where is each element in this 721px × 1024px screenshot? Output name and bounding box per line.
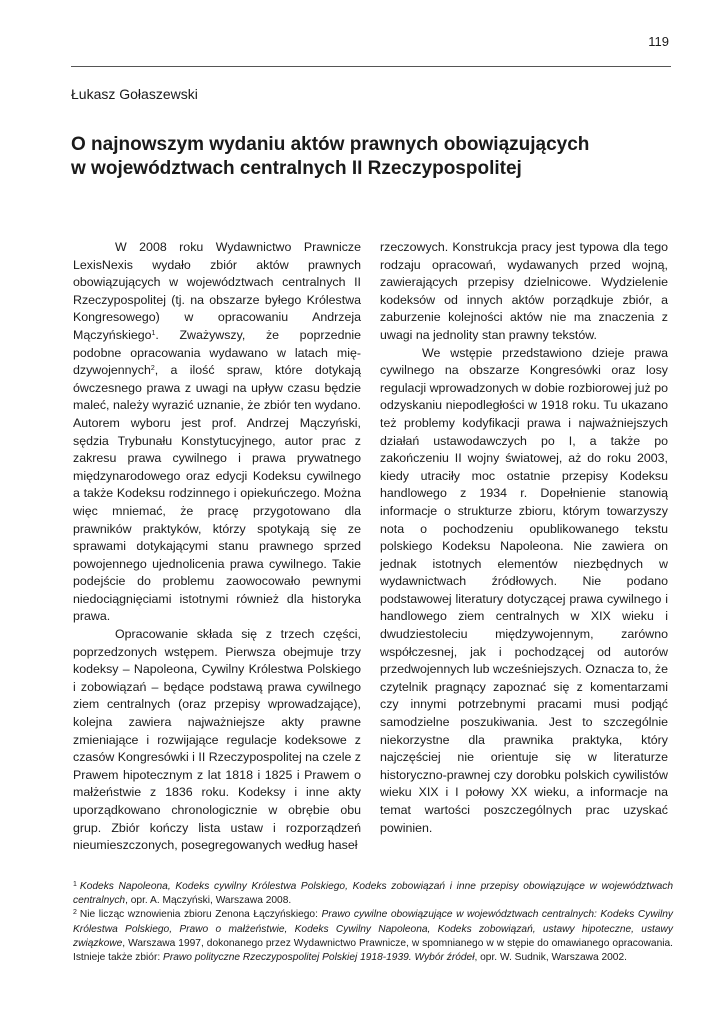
footnote-2-end: , opr. W. Sudnik, Warszawa 2002. bbox=[474, 952, 627, 964]
footnote-2-mid: , Warszawa 1997, dokonanego przez Wydawnictwo Prawnicze, w spomnianego w w stępie do omawianego opracowania. Istnieje także zbiór: bbox=[73, 937, 673, 964]
title-line-2: w województwach centralnych II Rzeczypospolitej bbox=[71, 158, 522, 179]
footnote-1-mark: 1 bbox=[73, 881, 77, 888]
header-rule bbox=[71, 66, 671, 67]
footnote-ref-1: 1 bbox=[151, 329, 156, 337]
footnote-1-title: Kodeks Napoleona, Kodeks cywilny Królestwa Polskiego, Kodeks zobowiązań i inne przepisy obowiązujące w województwach centralnych bbox=[73, 881, 673, 907]
footnote-1 bbox=[73, 880, 673, 908]
paragraph-1 bbox=[73, 239, 361, 626]
footnote-2-lead: Nie licząc wznowienia zbioru Zenona Łączyńskiego: bbox=[79, 909, 322, 921]
footnote-2 bbox=[73, 908, 673, 965]
paragraph-2-continued: rzeczowych. Konstrukcja pracy jest typowa dla tego rodzaju opracowań, wydawanych przed wojną, zawierających przepisy dzielnicowe. Wydzielenie kodeksów od innych aktów porządkuje zbiór, a zaburzenie kolejności aktów nie ma znaczenia z uwagi na jednolity stan prawny tekstów. bbox=[380, 240, 668, 342]
author-name: Łukasz Gołaszewski bbox=[71, 86, 198, 102]
footnote-2-mark: 2 bbox=[73, 909, 77, 917]
footnote-ref-2: 2 bbox=[150, 365, 155, 373]
footnote-2-title-2: Prawo polityczne Rzeczypospolitej Polskiej 1918-1939. Wybór źródeł bbox=[163, 952, 475, 964]
footnote-2-title-1: Prawo cywilne obowiązujące w województwach centralnych: Kodeks Cywilny Królestwa Polskiego, Prawo o małżeństwie, Kodeks Cywilny Napoleona, Kodeks zobowiązań, ustawy hipoteczne, ustawy związkowe bbox=[73, 909, 674, 949]
paragraph-1-part-c: , a ilość spraw, które dotykają ówczesnego prawa z uwagi na upływ czasu będzie maleć, należy wyrazić uznanie, że zbiór ten wydano. Autorem wyboru jest prof. Andrzej Mączyński, sędzia Trybunału Konstytucyjnego, autor prac z zakresu prawa cywilnego i prawa prywatnego międzynarodowego oraz edycji Kodeksu cywilnego a także Kodeksu rodzinnego i opiekuńczego. Można więc mniemać, że pracę przygotowano dla prawników praktyków, którzy spotykają się ze sprawami dotykającymi stanu prawnego sprzed powojennego ujednolicenia prawa cywilnego. Takie podejście do problemu zaowocowało pewnymi niedociągnięciami istotnymi również dla historyka prawa. bbox=[73, 363, 361, 624]
paragraph-1-part-b: . Zważywszy, że poprzednie podobne opracowania wydawano w latach międzywojennych bbox=[73, 327, 361, 378]
page-number: 119 bbox=[648, 34, 669, 49]
paragraph-3: We wstępie przedstawiono dzieje prawa cywilnego na obszarze Kongresówki oraz losy regulacji wprowadzonych w dobie rozbiorowej już po odzyskaniu niepodległości w 1918 roku. Tu ukazano też problemy kodyfikacji prawa i najważniejszych działań ustawodawczych po I, a także po zakończeniu II wojny światowej, aż do roku 2003, kiedy utraciły moc ostatnie przepisy Kodeksu handlowego z 1934 r. Dopełnienie stanowią informacje o strukturze zbioru, którym towarzyszy nota o pochodzeniu opublikowanego tekstu polskiego Kodeksu Napoleona. Nie zawiera on jednak istotnych elementów niezbędnych w wydawnictwach źródłowych. Nie podano podstawowej literatury dotyczącej prawa cywilnego i handlowego ziem centralnych w XIX wieku i dwudziestoleciu międzywojennym, zarówno współczesnej, jak i pochodzącej od autorów przedwojennych lub wcześniejszych. Oznacza to, że czytelnik pragnący zapoznać się z komentarzami czy innymi potrzebnymi pracami musi podjąć samodzielne poszukiwania. Jest to szczególnie niekorzystne dla prawnika praktyka, który najczęściej nie orientuje się w literaturze historyczno-prawnej czy dorobku polskich cywilistów wieku XIX i I połowy XX wieku, a informacje na temat wartości poszczególnych prac uzyskać powinien. bbox=[380, 345, 668, 835]
paragraph-2: Opracowanie składa się z trzech części, poprzedzonych wstępem. Pierwsza obejmuje trzy kodeksy – Napoleona, Cywilny Królestwa Polskiego i zobowiązań – będące podstawą prawa cywilnego ziem centralnych (oraz przepisy wprowadzające), kolejna zawiera najważniejsze akty prawne zmieniające i rozwijające regulacje kodeksowe z czasów Kongresówki i II Rzeczypospolitej na czele z Prawem hipotecznym z lat 1818 i 1825 i Prawem o małżeństwie z 1836 roku. Kodeksy i inne akty uporządkowano chronologicznie w obrębie obu grup. Zbiór kończy lista ustaw i rozporządzeń nieumieszczonych, posegregowanych według haseł bbox=[73, 627, 361, 853]
body-column-right bbox=[380, 239, 668, 837]
footnotes bbox=[73, 880, 673, 965]
footnote-1-rest: , opr. A. Mączyński, Warszawa 2008. bbox=[125, 895, 292, 907]
article-title bbox=[71, 133, 671, 181]
paragraph-1-part-a: W 2008 roku Wydawnictwo Prawnicze LexisNexis wydało zbiór aktów prawnych obowiązujących w województwach centralnych II Rzeczypospolitej (tj. na obszarze byłego Królestwa Kongresowego) w opracowaniu Andrzeja Mączyńskiego bbox=[73, 240, 361, 342]
title-line-1: O najnowszym wydaniu aktów prawnych obowiązujących bbox=[71, 134, 590, 155]
body-column-left bbox=[73, 239, 361, 855]
